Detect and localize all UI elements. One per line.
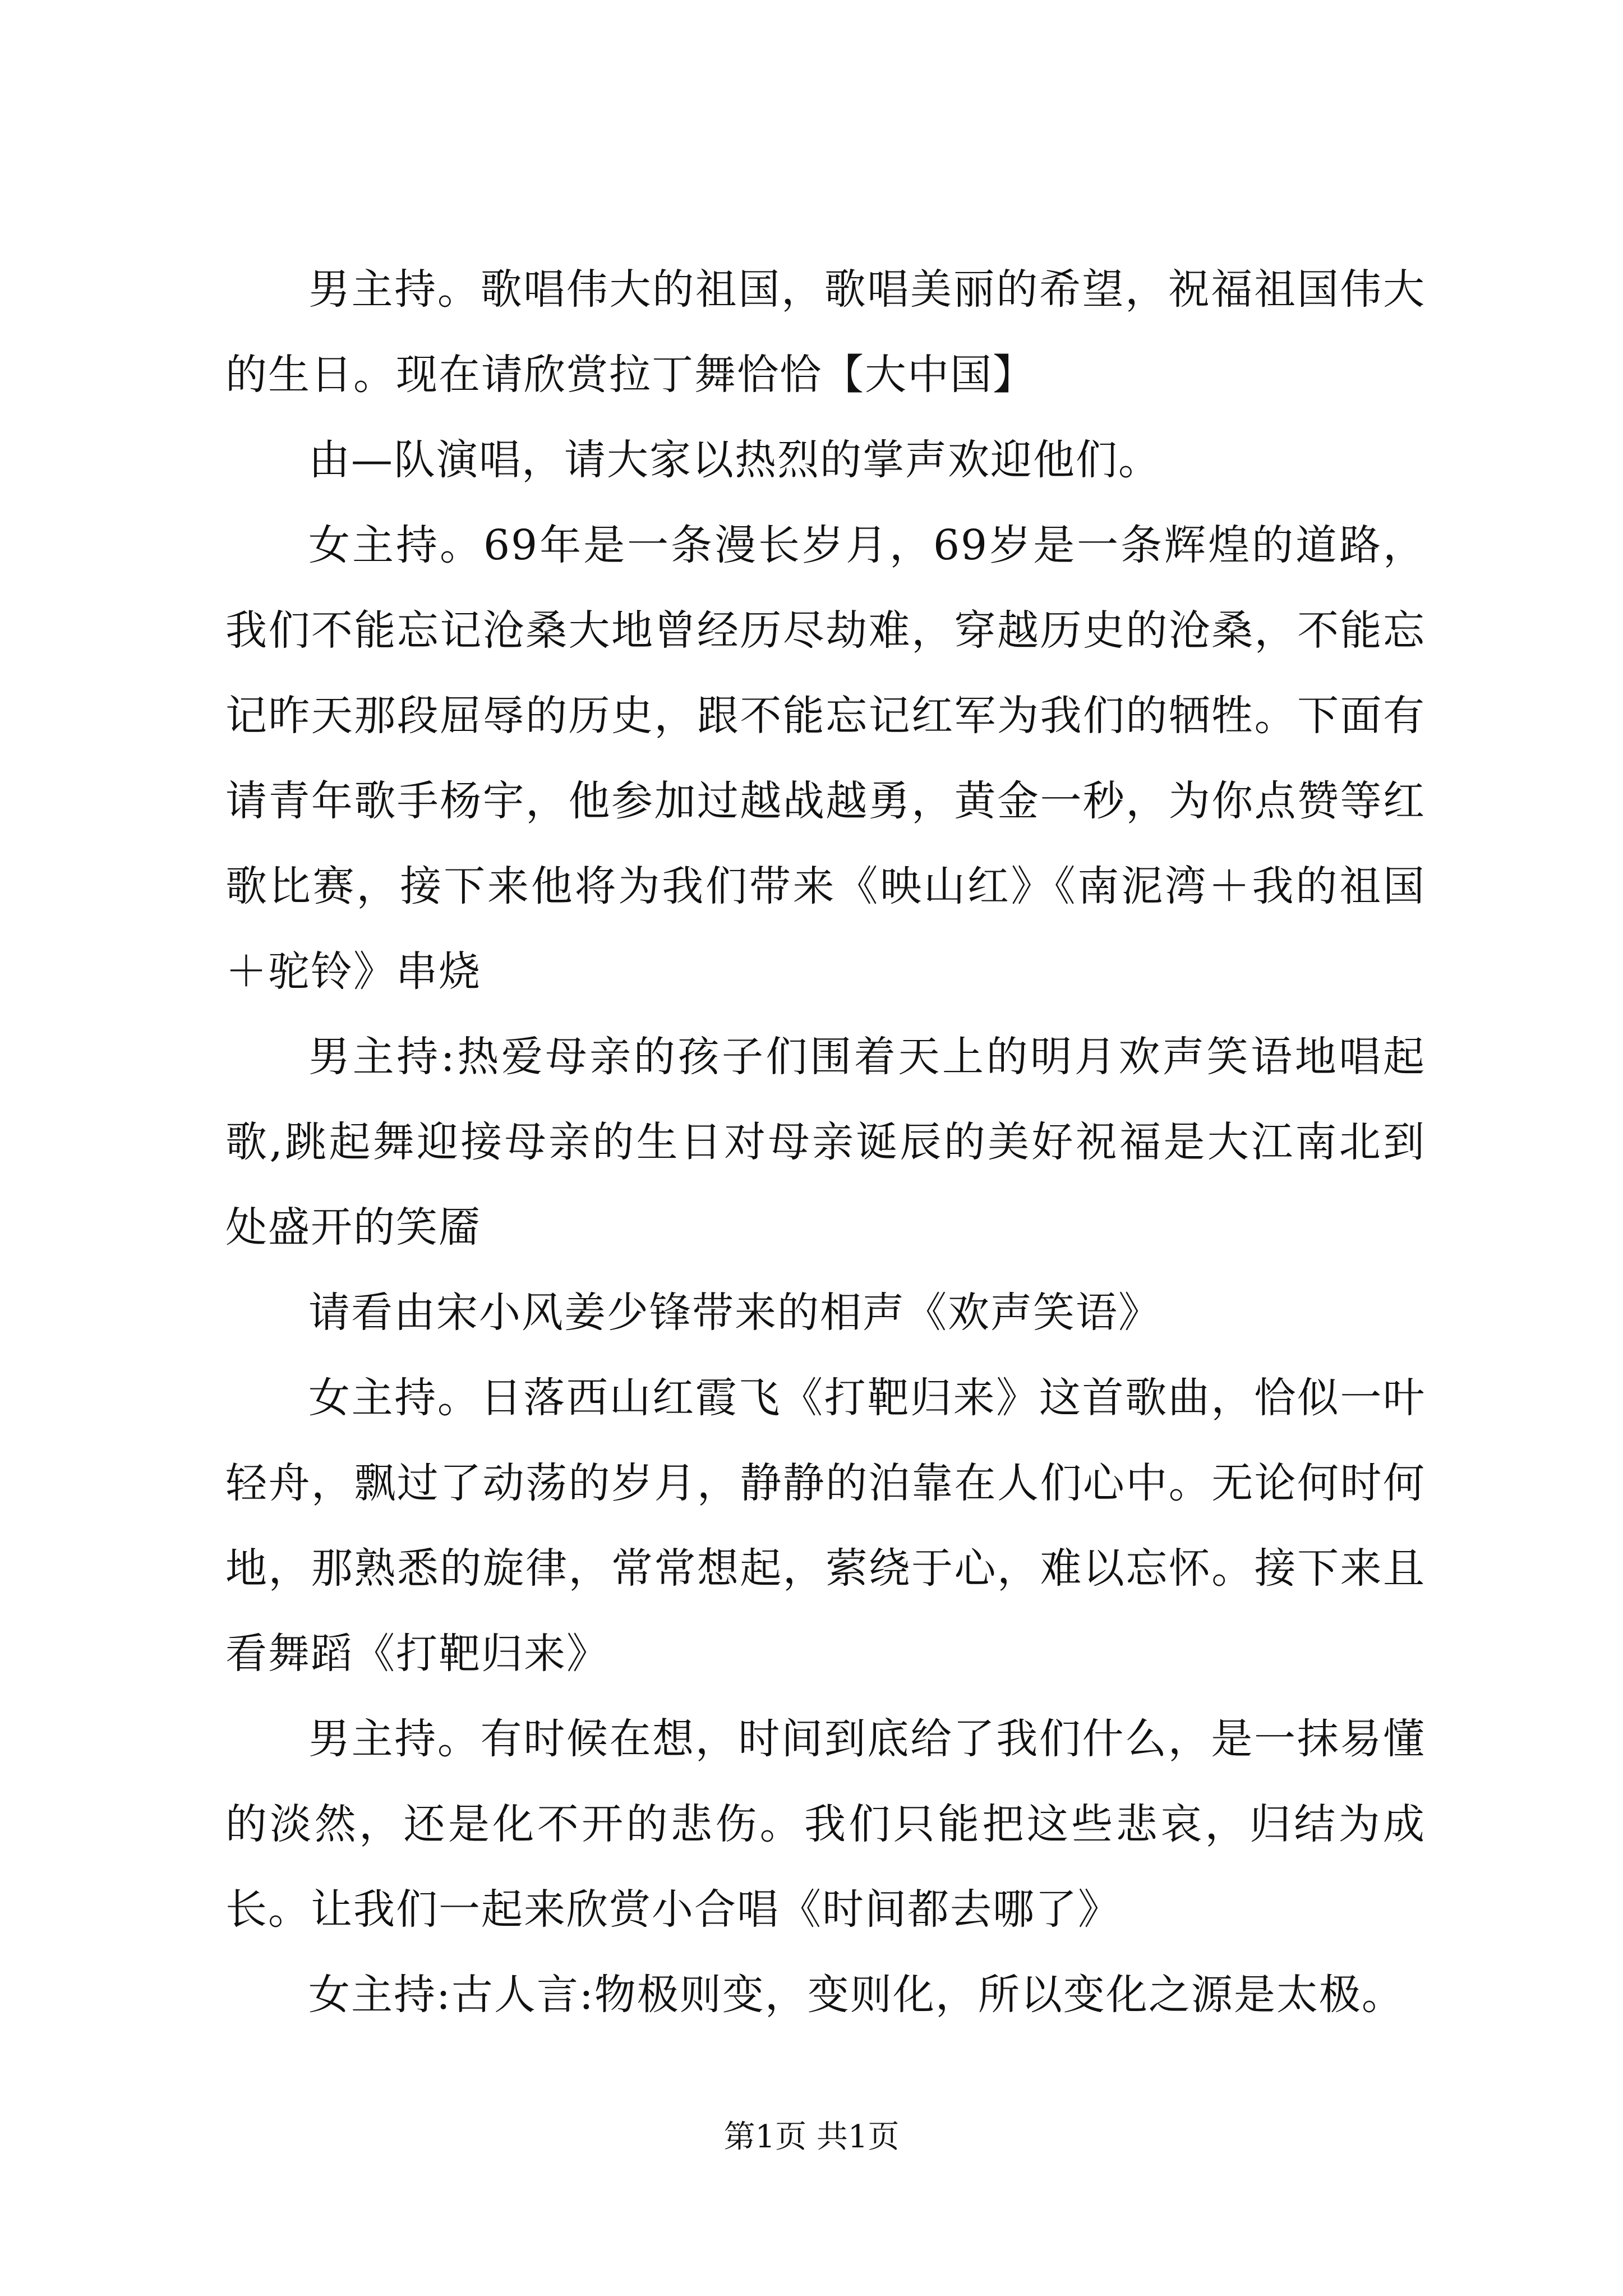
paragraph-5: 请看由宋小风姜少锋带来的相声《欢声笑语》 <box>308 1289 1161 1337</box>
paragraph-2: 由—队演唱，请大家以热烈的掌声欢迎他们。 <box>308 436 1161 484</box>
paragraph-6: 女主持。日落西山红霞飞《打靶归来》这首歌曲，恰似一叶轻舟，飘过了动荡的岁月，静静的泊靠在人们心中。无论何时何地，那熟悉的旋律，常常想起，萦绕于心，难以忘怀。接下来且看舞蹈《打靶归来》 <box>225 1374 1426 1678</box>
paragraph-4: 男主持:热爱母亲的孩子们围着天上的明月欢声笑语地唱起歌,跳起舞迎接母亲的生日对母亲诞辰的美好祝福是大江南北到处盛开的笑靥 <box>225 1033 1426 1251</box>
paragraph-7: 男主持。有时候在想，时间到底给了我们什么，是一抹易懂的淡然，还是化不开的悲伤。我们只能把这些悲哀，归结为成长。让我们一起来欣赏小合唱《时间都去哪了》 <box>225 1715 1426 1934</box>
document-body <box>225 247 1426 2037</box>
paragraph-8: 女主持:古人言:物极则变，变则化，所以变化之源是太极。 <box>308 1971 1404 2019</box>
page-footer: 第1页 共1页 <box>723 2119 900 2155</box>
paragraph-3: 女主持。69年是一条漫长岁月，69岁是一条辉煌的道路，我们不能忘记沧桑大地曾经历尽劫难，穿越历史的沧桑，不能忘记昨天那段屈辱的历史，跟不能忘记红军为我们的牺牲。下面有请青年歌手杨宇，他参加过越战越勇，黄金一秒，为你点赞等红歌比赛，接下来他将为我们带来《映山红》《南泥湾＋我的祖国＋驼铃》串烧 <box>225 521 1426 996</box>
paragraph-1: 男主持。歌唱伟大的祖国，歌唱美丽的希望，祝福祖国伟大的生日。现在请欣赏拉丁舞恰恰【大中国】 <box>225 265 1426 399</box>
